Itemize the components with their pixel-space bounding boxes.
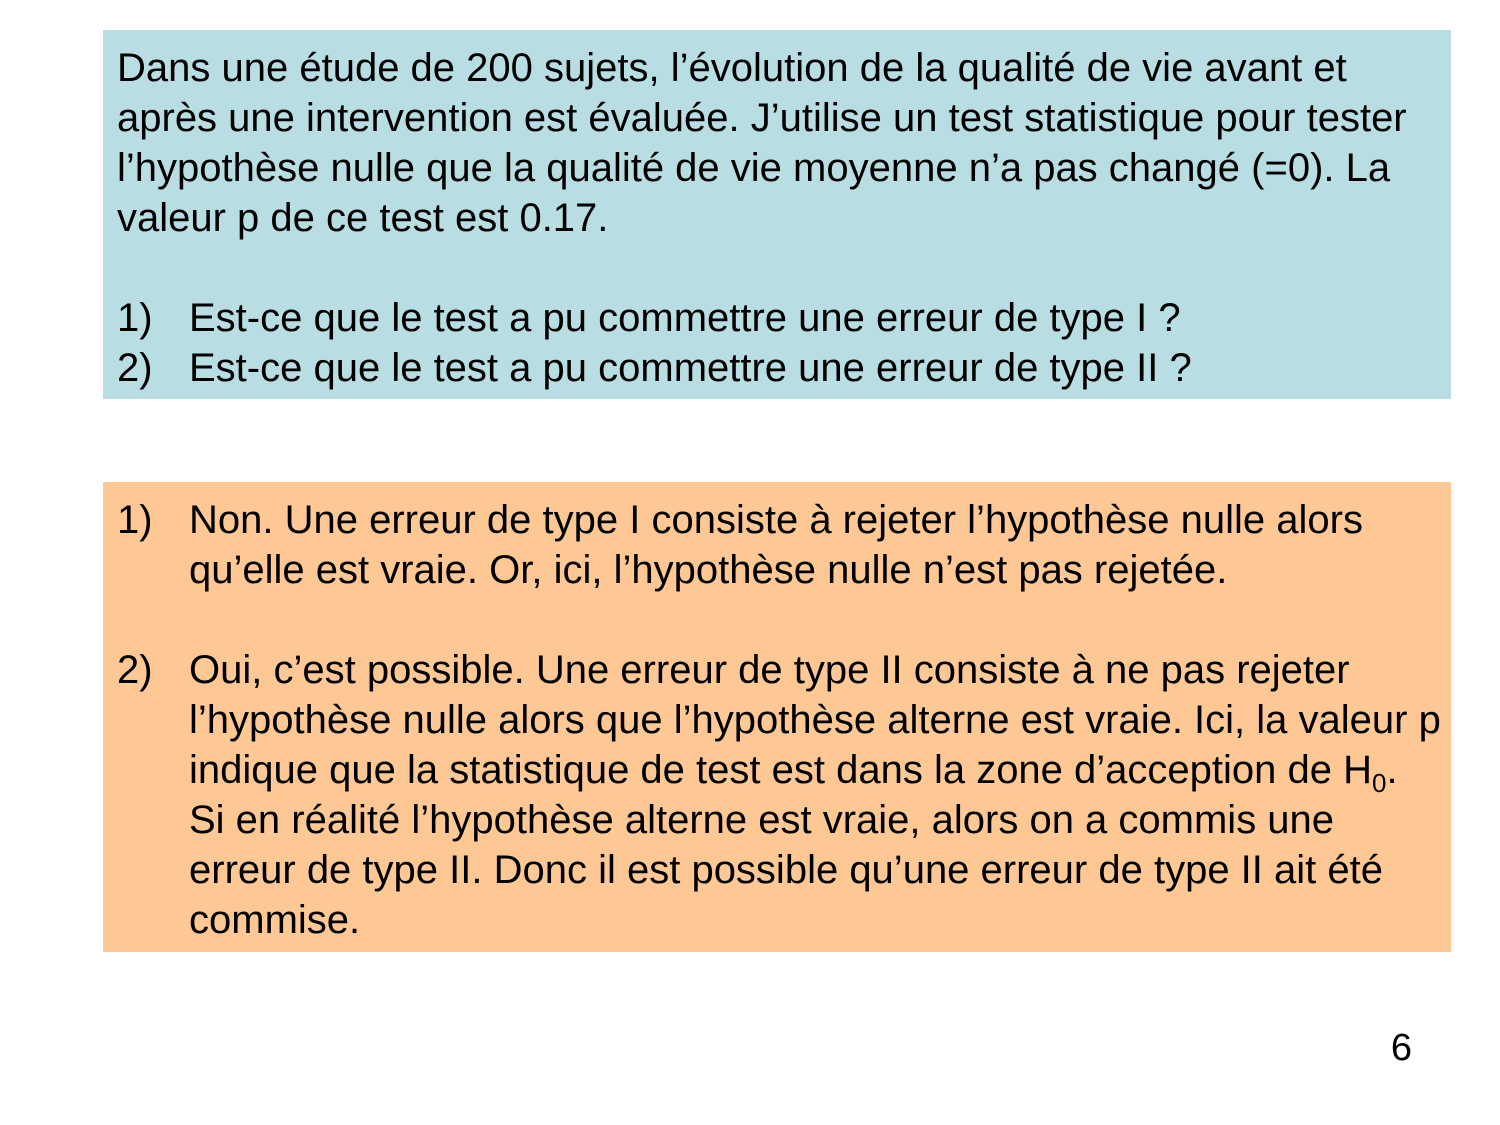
- h0-subscript: 0: [1372, 768, 1387, 798]
- question-box: [103, 30, 1451, 399]
- question-item-1: [117, 293, 1443, 343]
- page-number: 6: [1390, 1027, 1412, 1069]
- answer-item-1-number: 1): [117, 498, 153, 542]
- question-item-1-text: Est-ce que le test a pu commettre une erreur de type I ?: [189, 296, 1181, 340]
- question-list: [117, 293, 1443, 393]
- answer-item-2-number: 2): [117, 648, 153, 692]
- answer-item-2-text-before-sub: Oui, c’est possible. Une erreur de type II consiste à ne pas rejeter l’hypothèse nulle alors que l’hypothèse alterne est vraie. Ici, la valeur p indique que la statistique de test est dans la zone d’acception de H: [189, 648, 1441, 792]
- answer-box: [103, 482, 1451, 952]
- question-item-1-number: 1): [117, 296, 153, 340]
- question-intro-text: Dans une étude de 200 sujets, l’évolution de la qualité de vie avant et après une intervention est évaluée. J’utilise un test statistique pour tester l’hypothèse nulle que la qualité de vie moyenne n’a pas changé (=0). La valeur p de ce test est 0.17.: [117, 46, 1407, 240]
- answer-item-2-text-after-sub: . Si en réalité l’hypothèse alterne est vraie, alors on a commis une erreur de type II. Donc il est possible qu’une erreur de type II ait été commise.: [189, 748, 1398, 942]
- question-item-2: [117, 343, 1443, 393]
- answer-item-1: [117, 495, 1443, 595]
- question-item-2-number: 2): [117, 346, 153, 390]
- answer-item-1-text: Non. Une erreur de type I consiste à rejeter l’hypothèse nulle alors qu’elle est vraie. Or, ici, l’hypothèse nulle n’est pas rejetée.: [189, 498, 1363, 592]
- question-item-2-text: Est-ce que le test a pu commettre une erreur de type II ?: [189, 346, 1192, 390]
- answer-item-2-text: [189, 645, 1443, 945]
- answer-item-2: [117, 645, 1443, 945]
